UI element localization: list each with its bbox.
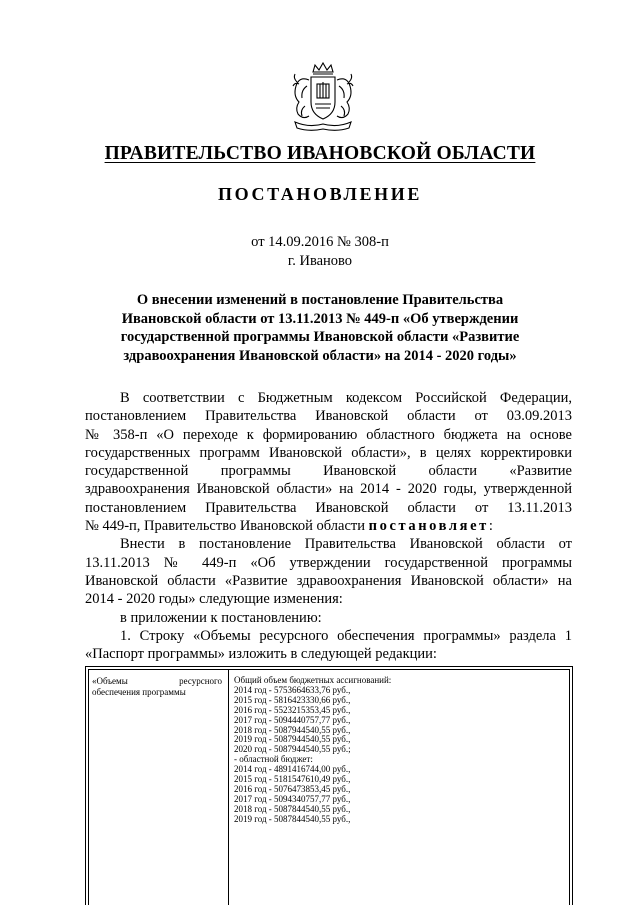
document-subject — [90, 291, 550, 365]
subject-line: здравоохранения Ивановской области» на 2014 - 2020 годы» — [123, 347, 517, 364]
body-line: В соответствии с Бюджетным кодексом Российской Федерации, — [120, 390, 572, 406]
table-value-line: 2016 год - 5523215353,45 руб., — [234, 704, 351, 715]
decree-word: постановляет — [368, 518, 489, 535]
body-line: 2014 - 2020 годы» следующие изменения: — [85, 591, 343, 608]
subject-line: Ивановской области от 13.11.2013 № 449-п «Об утверждении — [121, 310, 519, 327]
document-body — [85, 389, 572, 663]
body-line: Ивановской области «Развитие здравоохранения Ивановской области» на — [85, 572, 572, 589]
table-label-line: обеспечения программы — [92, 687, 186, 697]
body-line: Внести в постановление Правительства Ивановской области от — [120, 536, 572, 553]
table-value-line: 2016 год - 5076473853,45 руб., — [234, 783, 351, 794]
table-value-line: 2019 год - 5087944540,55 руб., — [234, 734, 351, 745]
table-value-line: - областной бюджет: — [234, 754, 313, 765]
table-value-line: 2017 год - 5094340757,77 руб., — [234, 793, 351, 804]
table-value-line: 2014 год - 5753664633,76 руб., — [234, 684, 351, 695]
table-inner-frame — [88, 669, 570, 905]
body-line: в приложении к постановлению: — [120, 609, 322, 626]
body-line: государственных программ Ивановской области», в целях корректировки — [85, 444, 572, 461]
table-value-line: 2018 год - 5087944540,55 руб., — [234, 724, 351, 735]
body-text: : — [488, 518, 493, 535]
date-and-number: от 14.09.2016 № 308-п — [251, 234, 389, 250]
body-line: здравоохранения Ивановской области» на 2014 - 2020 годы, утвержденной — [85, 481, 572, 498]
body-line: 1. Строку «Объемы ресурсного обеспечения программы» раздела 1 — [120, 627, 572, 644]
table-value-line: 2018 год - 5087844540,55 руб., — [234, 803, 351, 814]
subject-line: О внесении изменений в постановление Правительства — [136, 292, 504, 308]
table-value-line: 2015 год - 5816423330,66 руб., — [234, 694, 351, 705]
body-line: постановлением Правительства Ивановской области от 13.11.2013 — [85, 499, 572, 516]
table-value-line: 2020 год - 5087944540,55 руб.; — [234, 744, 351, 755]
body-line: постановлением Правительства Ивановской области от 03.09.2013 — [85, 408, 572, 425]
document-type: ПОСТАНОВЛЕНИЕ — [218, 184, 422, 204]
subject-line: государственной программы Ивановской области «Развитие — [120, 329, 520, 345]
table-label-line: «Объемы ресурсного — [92, 676, 222, 686]
table-value-line: 2017 год - 5094440757,77 руб., — [234, 714, 351, 725]
resource-table — [85, 666, 573, 905]
body-line: 13.11.2013 № 449-п «Об утверждении государственной программы — [85, 554, 572, 571]
table-value-line: 2019 год - 5087844540,55 руб., — [234, 813, 351, 824]
city: г. Иваново — [287, 253, 353, 269]
table-cell-label — [92, 676, 222, 698]
table-value-line: Общий объем бюджетных ассигнований: — [234, 675, 392, 685]
table-column-divider — [228, 670, 229, 905]
government-title: ПРАВИТЕЛЬСТВО ИВАНОВСКОЙ ОБЛАСТИ — [104, 143, 536, 164]
coat-of-arms-emblem — [289, 62, 357, 134]
body-line — [85, 517, 572, 535]
table-value-line: 2014 год - 4891416744,00 руб., — [234, 764, 351, 775]
table-cell-values — [234, 676, 564, 825]
table-value-line: 2015 год - 5181547610,49 руб., — [234, 774, 351, 785]
body-line: «Паспорт программы» изложить в следующей редакции: — [85, 646, 437, 663]
body-line: государственной программы Ивановской области «Развитие — [85, 463, 572, 480]
body-text: № 449-п, Правительство Ивановской области — [85, 518, 366, 535]
body-line: № 358-п «О переходе к формированию областного бюджета на основе — [85, 426, 572, 443]
